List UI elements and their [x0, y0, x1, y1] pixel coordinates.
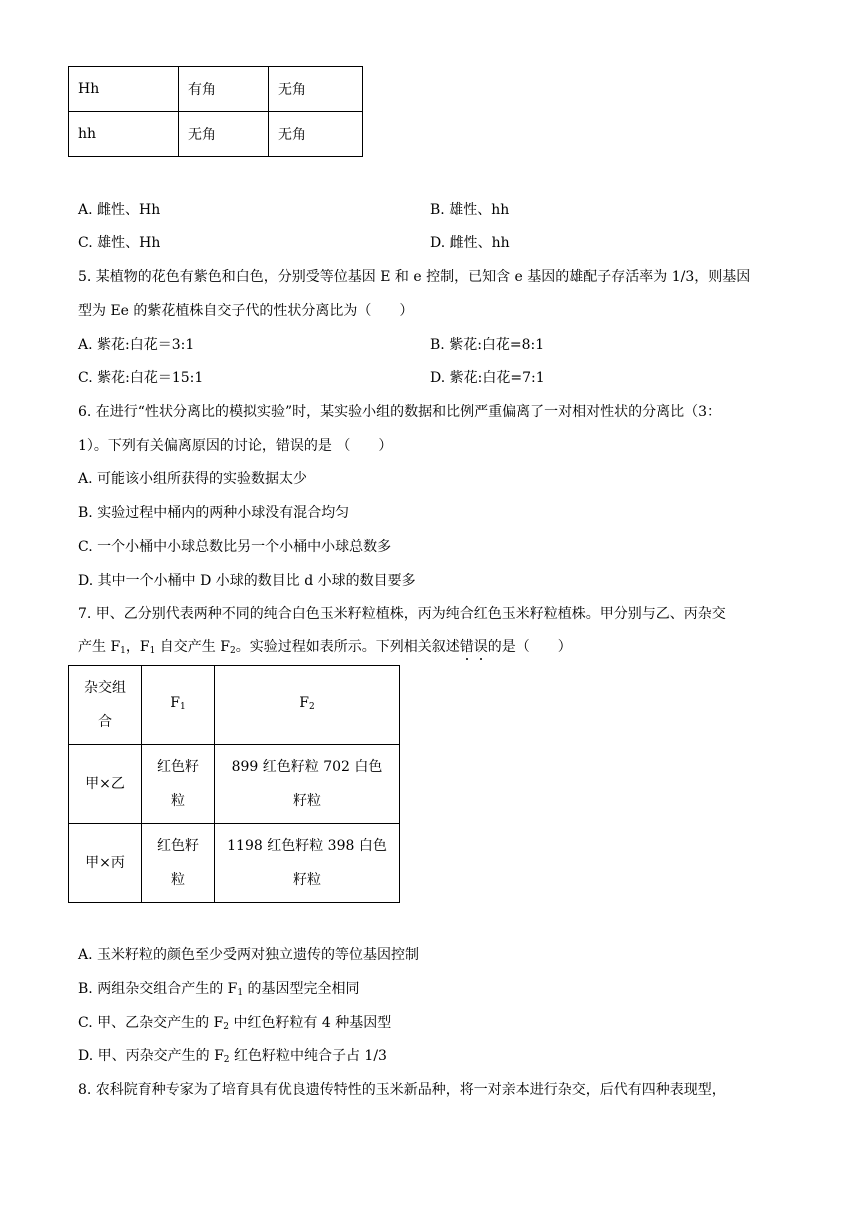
q7-stem-part: 产生 F [78, 639, 121, 655]
emphasis-text: 误 [473, 639, 488, 655]
table-header-cell: $F_2$ [215, 666, 400, 745]
table-header-row [69, 666, 400, 745]
q6-option-c: C. 一个小桶中小球总数比另一个小桶中小球总数多 [78, 539, 392, 555]
table-cell: 甲×乙 [69, 745, 142, 824]
table-cell: 有角 [179, 67, 269, 112]
table-header-cell: $F_1$ [142, 666, 215, 745]
q7-stem-part: ，F [125, 639, 150, 655]
table-cell: 红色籽粒 [142, 745, 215, 824]
q7-stem-part: 。实验过程如表所示。下列相关叙述 [235, 639, 460, 655]
table-cell: 红色籽粒 [142, 824, 215, 903]
q7-option-b: B. 两组杂交组合产生的 $F_1$ 的基因型完全相同 [78, 981, 360, 998]
table-row [69, 824, 400, 903]
q4-option-b: B. 雄性、hh [430, 202, 510, 218]
q7-stem-line2 [78, 637, 572, 661]
table-cell: 899 红色籽粒 702 白色籽粒 [215, 745, 400, 824]
q5-option-b: B. 紫花:白花=8:1 [430, 337, 545, 353]
q7-stem-part: 自交产生 F [155, 639, 230, 655]
q4-option-d: D. 雌性、hh [430, 235, 510, 251]
subscript: 2 [229, 646, 236, 656]
table-row [69, 745, 400, 824]
q7-stem-line1: 7. 甲、乙分别代表两种不同的纯合白色玉米籽粒植株，丙为纯合红色玉米籽粒植株。甲分别与乙、丙杂交 [78, 606, 726, 622]
q6-option-a: A. 可能该小组所获得的实验数据太少 [78, 471, 308, 487]
q5-option-c: C. 紫花:白花＝15:1 [78, 370, 204, 386]
table-row [69, 112, 363, 157]
table-cell: 无角 [269, 112, 363, 157]
table-cell: 无角 [179, 112, 269, 157]
q6-stem-line1: 6. 在进行“性状分离比的模拟实验”时，某实验小组的数据和比例严重偏离了一对相对性状的分离比（3： [78, 404, 722, 420]
q4-option-c: C. 雄性、Hh [78, 235, 161, 251]
q5-option-d: D. 紫花:白花=7:1 [430, 370, 545, 386]
subscript: 1 [149, 646, 156, 656]
q5-stem-line1: 5. 某植物的花色有紫色和白色，分别受等位基因 E 和 e 控制，已知含 e 基因的雄配子存活率为 1/3，则基因 [78, 269, 751, 285]
q7-option-a: A. 玉米籽粒的颜色至少受两对独立遗传的等位基因控制 [78, 947, 420, 963]
table-cell: 甲×丙 [69, 824, 142, 903]
q5-option-a: A. 紫花:白花＝3:1 [78, 337, 195, 353]
cross-results-table [68, 665, 400, 903]
q4-option-a: A. 雌性、Hh [78, 202, 161, 218]
table-header-cell: 杂交组合 [69, 666, 142, 745]
emphasis-text: 错 [459, 639, 474, 655]
q7-option-c: C. 甲、乙杂交产生的 $F_2$ 中红色籽粒有 4 种基因型 [78, 1015, 392, 1032]
table-cell: Hh [69, 67, 179, 112]
table-cell: 无角 [269, 67, 363, 112]
q6-stem-line2: 1）。下列有关偏离原因的讨论，错误的是 （ ） [78, 438, 393, 454]
q5-stem-line2: 型为 Ee 的紫花植株自交子代的性状分离比为（ ） [78, 303, 414, 319]
table-row [69, 67, 363, 112]
q8-stem-line1: 8. 农科院育种专家为了培育具有优良遗传特性的玉米新品种，将一对亲本进行杂交，后代有四种表现型， [78, 1082, 726, 1098]
subscript: 1 [120, 646, 126, 656]
q6-option-d: D. 其中一个小桶中 D 小球的数目比 d 小球的数目要多 [78, 573, 416, 589]
table-cell: hh [69, 112, 179, 157]
q7-option-d: D. 甲、丙杂交产生的 $F_2$ 红色籽粒中纯合子占 1/3 [78, 1048, 387, 1065]
q7-stem-part: 的是（ ） [487, 639, 572, 655]
table-cell: 1198 红色籽粒 398 白色籽粒 [215, 824, 400, 903]
horn-genotype-table [68, 66, 363, 157]
q6-option-b: B. 实验过程中桶内的两种小球没有混合均匀 [78, 505, 350, 521]
